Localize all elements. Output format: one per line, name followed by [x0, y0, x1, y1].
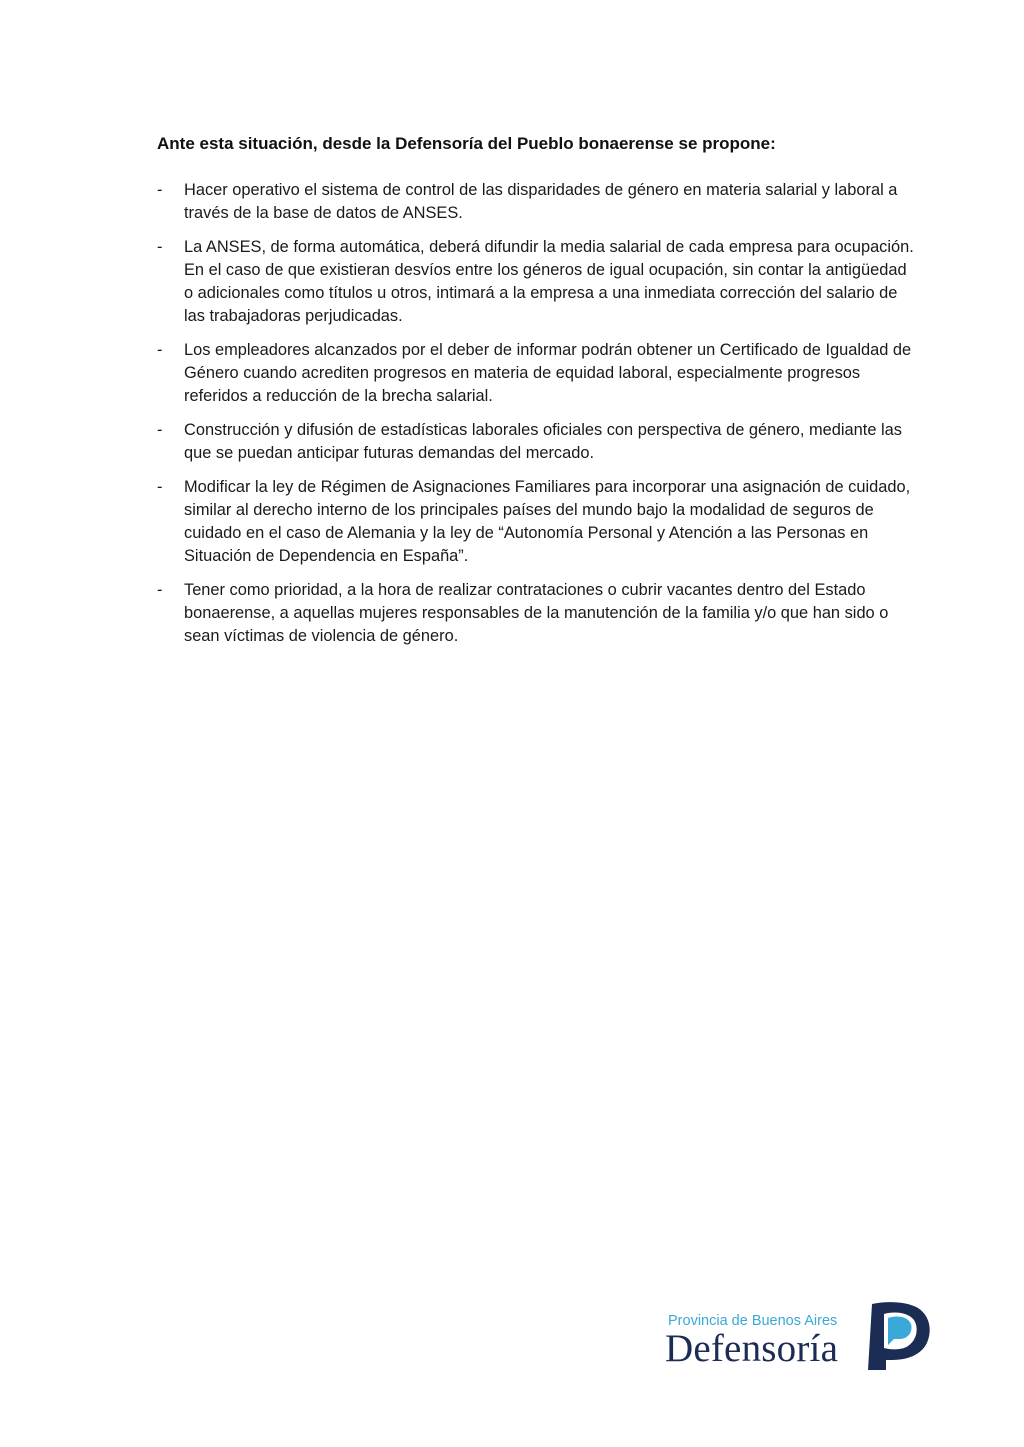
list-item — [157, 419, 917, 465]
list-item — [157, 236, 917, 328]
list-item-text: Los empleadores alcanzados por el deber de informar podrán obtener un Certificado de Igualdad de Género cuando acrediten progresos en materia de equidad laboral, especialmente progresos referidos a reducción de la brecha salarial. — [184, 341, 912, 405]
list-item — [157, 339, 917, 408]
list-item-text: La ANSES, de forma automática, deberá difundir la media salarial de cada empresa para ocupación. En el caso de que existieran desvíos entre los géneros de igual ocupación, sin contar la antigüedad o adicionales como títulos u otros, intimará a la empresa a una inmediata corrección del salario de las trabajadoras perjudicadas. — [184, 238, 914, 325]
logo-title: Defensoría — [665, 1327, 839, 1370]
proposal-list — [157, 179, 917, 659]
list-item-text: Modificar la ley de Régimen de Asignaciones Familiares para incorporar una asignación de cuidado, similar al derecho interno de los principales países del mundo bajo la modalidad de seguros de cuidado en el caso de Alemania y la ley de “Autonomía Personal y Atención a las Personas en Situación de Dependencia en España”. — [184, 478, 911, 565]
list-item-text: Hacer operativo el sistema de control de las disparidades de género en materia salarial y laboral a través de la base de datos de ANSES. — [184, 181, 898, 222]
list-item — [157, 579, 917, 648]
bullet-marker: - — [157, 181, 163, 199]
section-heading: Ante esta situación, desde la Defensoría del Pueblo bonaerense se propone: — [157, 134, 776, 153]
list-item-text: Construcción y difusión de estadísticas laborales oficiales con perspectiva de género, mediante las que se puedan anticipar futuras demandas del mercado. — [184, 421, 902, 462]
bullet-marker: - — [157, 478, 163, 496]
logo-subtitle: Provincia de Buenos Aires — [668, 1313, 838, 1329]
bullet-marker: - — [157, 341, 163, 359]
bullet-marker: - — [157, 581, 163, 599]
bullet-marker: - — [157, 421, 163, 439]
list-item — [157, 179, 917, 225]
defensoria-logo — [664, 1300, 936, 1374]
list-item-text: Tener como prioridad, a la hora de realizar contrataciones o cubrir vacantes dentro del Estado bonaerense, a aquellas mujeres responsables de la manutención de la familia y/o que han sido o sean víctimas de violencia de género. — [184, 581, 889, 645]
bullet-marker: - — [157, 238, 163, 256]
defensoria-mark-icon — [862, 1300, 932, 1372]
list-item — [157, 476, 917, 568]
